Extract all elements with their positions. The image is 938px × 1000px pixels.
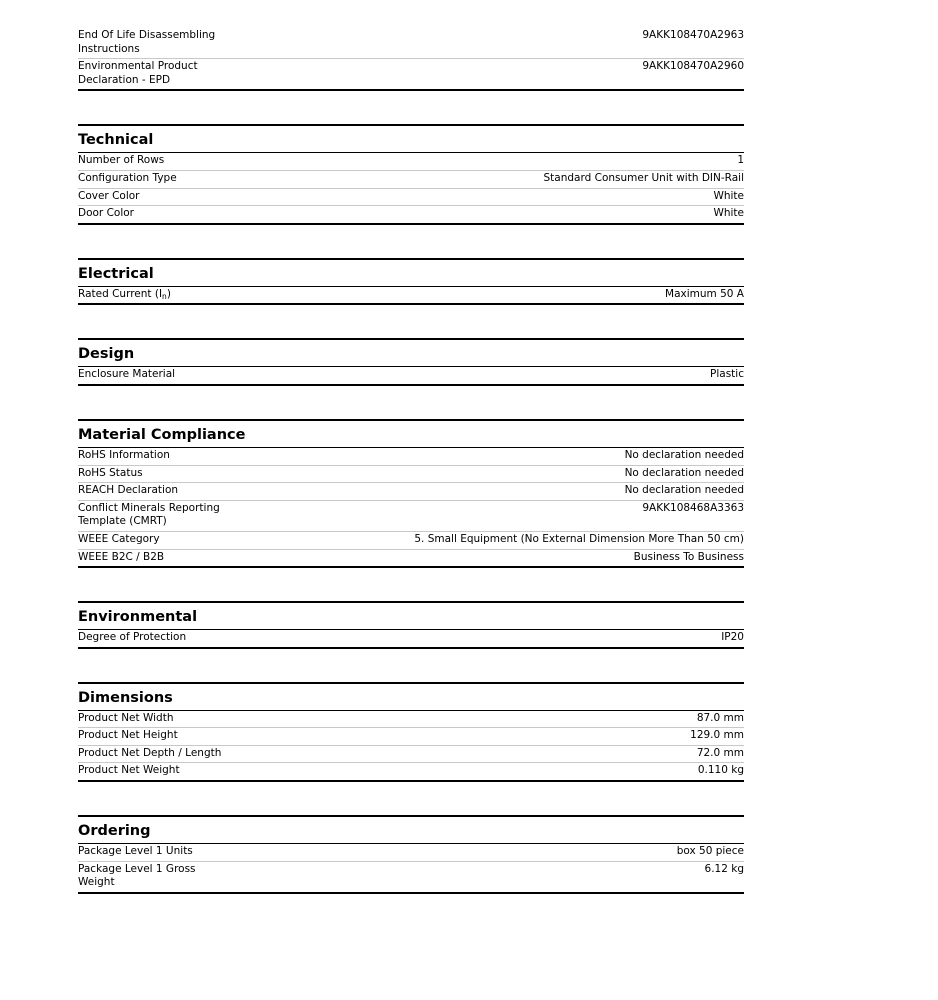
table-row [78, 711, 744, 729]
row-label: Number of Rows [78, 154, 165, 167]
section-electrical [78, 258, 744, 306]
row-value: 6.12 kg [704, 862, 744, 875]
table-row [78, 59, 744, 91]
section-dimensions [78, 682, 744, 782]
table-row [78, 29, 744, 59]
row-value: 9AKK108470A2963 [642, 29, 744, 41]
section-technical [78, 124, 744, 224]
table-row [78, 287, 744, 306]
row-label: Degree of Protection [78, 631, 187, 644]
row-value: 5. Small Equipment (No External Dimension More Than 50 cm) [414, 532, 744, 545]
row-value: Business To Business [633, 550, 744, 563]
label-text: Rated Current (I [78, 287, 163, 300]
spec-sheet [78, 29, 744, 894]
section-design [78, 338, 744, 386]
row-value: 9AKK108468A3363 [642, 501, 744, 514]
table-row [78, 844, 744, 862]
row-value: 9AKK108470A2960 [642, 60, 744, 73]
table-row [78, 532, 744, 550]
row-label: REACH Declaration [78, 484, 179, 497]
row-label: Door Color [78, 207, 135, 220]
section-environmental [78, 601, 744, 649]
row-label: RoHS Information [78, 448, 170, 461]
table-row [78, 550, 744, 569]
row-label: WEEE Category [78, 532, 160, 545]
row-value: No declaration needed [624, 448, 744, 461]
table-row [78, 483, 744, 501]
row-value: IP20 [721, 631, 744, 644]
row-label: Cover Color [78, 189, 140, 202]
table-row [78, 171, 744, 189]
table-row [78, 367, 744, 386]
row-value: White [713, 207, 744, 220]
row-label: Product Net Width [78, 711, 174, 724]
row-label: Enclosure Material [78, 368, 176, 381]
table-row [78, 501, 744, 532]
row-value: box 50 piece [676, 845, 744, 858]
row-label: Product Net Height [78, 729, 178, 742]
section-material-compliance [78, 419, 744, 568]
row-label: Package Level 1 Gross Weight [78, 862, 196, 889]
section-title: Dimensions [78, 682, 744, 711]
row-label: Product Net Depth / Length [78, 746, 222, 759]
row-value: 1 [737, 154, 744, 167]
row-value: Plastic [710, 368, 744, 381]
section-title: Ordering [78, 815, 744, 844]
section-title: Technical [78, 124, 744, 153]
table-row [78, 153, 744, 171]
label-subscript: n [162, 291, 167, 301]
row-value: No declaration needed [624, 484, 744, 497]
row-value: 72.0 mm [696, 746, 744, 759]
section-ordering [78, 815, 744, 894]
document-links-table [78, 29, 744, 91]
row-value: 0.110 kg [697, 764, 744, 777]
row-label [78, 288, 228, 302]
row-value: White [713, 189, 744, 202]
table-row [78, 189, 744, 207]
row-label: Conflict Minerals Reporting Template (CMRT) [78, 501, 220, 528]
row-label: Package Level 1 Units [78, 845, 193, 858]
row-value: 87.0 mm [696, 711, 744, 724]
table-row [78, 448, 744, 466]
table-row [78, 466, 744, 484]
row-label: WEEE B2C / B2B [78, 550, 165, 563]
section-title: Material Compliance [78, 419, 744, 448]
label-text-end: ) [166, 287, 171, 300]
row-label: Product Net Weight [78, 764, 180, 777]
table-row [78, 746, 744, 764]
section-title: Electrical [78, 258, 744, 287]
row-value: 129.0 mm [690, 729, 744, 742]
section-title: Environmental [78, 601, 744, 630]
row-value: Maximum 50 A [665, 287, 744, 300]
row-value: No declaration needed [624, 466, 744, 479]
row-label: RoHS Status [78, 466, 143, 479]
row-value: Standard Consumer Unit with DIN-Rail [543, 171, 744, 184]
table-row [78, 763, 744, 782]
row-label: End Of Life Disassembling Instructions [78, 29, 216, 55]
row-label: Environmental Product Declaration - EPD [78, 60, 198, 86]
table-row [78, 728, 744, 746]
section-title: Design [78, 338, 744, 367]
table-row [78, 206, 744, 225]
table-row [78, 630, 744, 649]
row-label: Configuration Type [78, 171, 177, 184]
table-row [78, 862, 744, 894]
